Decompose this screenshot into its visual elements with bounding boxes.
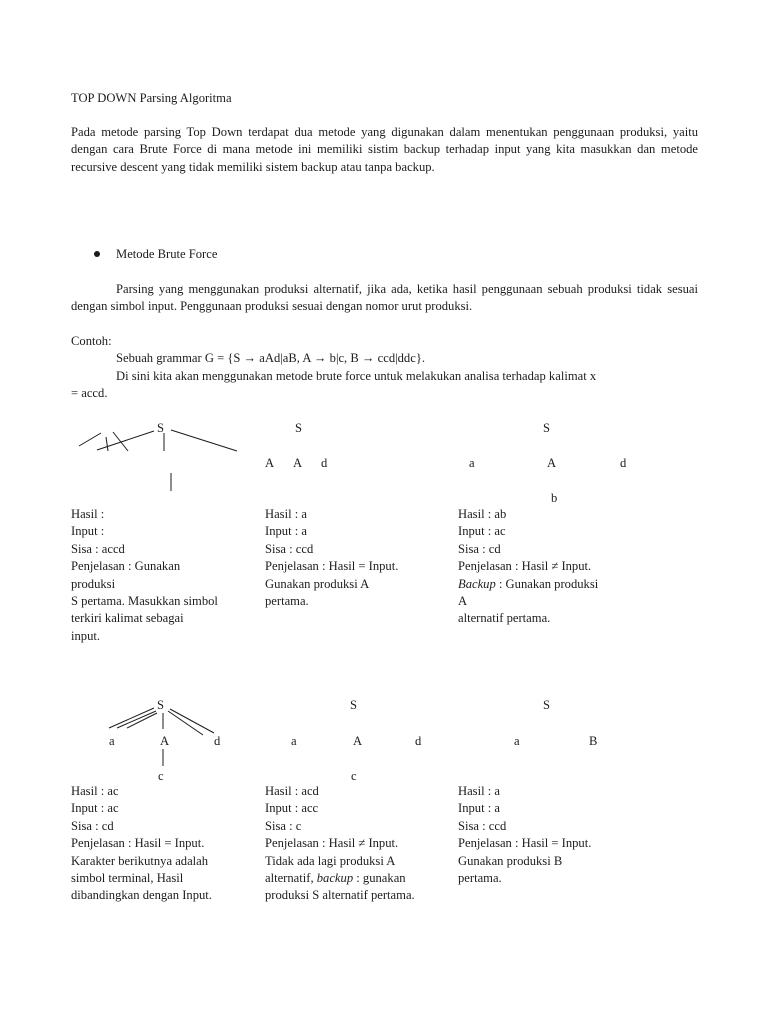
step6-explanation: pertama. (458, 871, 502, 886)
tree4-edge (127, 713, 157, 728)
step3-backup-term: Backup (458, 576, 496, 591)
tree5-subnode: c (351, 769, 357, 783)
tree2-node: d (321, 456, 328, 470)
tree2-root: S (295, 421, 303, 435)
step4-explanation: simbol terminal, Hasil (71, 871, 184, 886)
section-description: Parsing yang menggunakan produksi alternatif, jika ada, ketika hasil penggunaan sebuah produksi tidak sesuai dengan simbol input. Penggunaan produksi sesuai dengan nomor urut produksi. (71, 282, 698, 314)
tree4-node: d (214, 734, 221, 748)
tree2-node: A (265, 456, 275, 470)
step5-backup-term: backup (316, 871, 354, 886)
step1-description (71, 506, 251, 645)
step3-description (458, 506, 638, 628)
step4-sisa: Sisa : cd (71, 818, 114, 833)
step2-explanation: pertama. (265, 594, 309, 609)
step3-explanation: Penjelasan : Hasil ≠ Input. (458, 559, 592, 574)
tree6-node: a (514, 734, 520, 748)
step6-explanation: Gunakan produksi B (458, 853, 563, 868)
step2-hasil: Hasil : a (265, 507, 307, 521)
step3-explanation: A (458, 594, 468, 609)
step6-explanation: Penjelasan : Hasil = Input. (458, 836, 592, 851)
tree2-node: A (293, 456, 303, 470)
tree6-node: B (589, 734, 598, 748)
tree3-root: S (543, 421, 551, 435)
tree4-root: S (157, 698, 165, 712)
tree1-edge (171, 430, 237, 451)
step5-input: Input : acc (265, 801, 319, 816)
step2-input: Input : a (265, 524, 307, 539)
step3-explanation (458, 576, 638, 593)
tree3-node: a (469, 456, 475, 470)
section-heading: Metode Brute Force (116, 247, 218, 261)
step1-explanation: Penjelasan : Gunakan (71, 559, 181, 574)
step4-explanation: Penjelasan : Hasil = Input. (71, 836, 205, 851)
step5-explanation: Penjelasan : Hasil ≠ Input. (265, 836, 399, 851)
tree3-subnode: b (551, 491, 558, 505)
step3-explanation-text: : Gunakan produksi (495, 576, 599, 591)
tree6-root: S (543, 698, 551, 712)
step6-input: Input : a (458, 801, 500, 816)
step5-hasil: Hasil : acd (265, 784, 319, 798)
step1-explanation: produksi (71, 576, 116, 591)
step1-explanation: S pertama. Masukkan simbol (71, 594, 218, 609)
tree3-node: d (620, 456, 627, 470)
step1-hasil: Hasil : (71, 507, 105, 521)
step6-description (458, 783, 638, 887)
step6-hasil: Hasil : a (458, 784, 500, 798)
step4-explanation: dibandingkan dengan Input. (71, 888, 212, 903)
tree4-edge (117, 711, 156, 728)
step3-explanation: alternatif pertama. (458, 611, 551, 626)
step4-explanation: Karakter berikutnya adalah (71, 853, 209, 868)
step5-explanation: produksi S alternatif pertama. (265, 888, 415, 903)
tree4-node: A (160, 734, 170, 748)
step2-description (265, 506, 445, 610)
grammar-definition: Sebuah grammar G = {S → aAd|aB, A → b|c, B → ccd|ddc}. (116, 351, 426, 365)
tree4-edge (170, 709, 214, 733)
step2-explanation: Gunakan produksi A (265, 576, 370, 591)
step1-sisa: Sisa : accd (71, 541, 125, 556)
step5-explanation-text: alternatif, (265, 871, 317, 886)
step3-sisa: Sisa : cd (458, 541, 501, 556)
tree1-edge (113, 432, 128, 451)
page-title: TOP DOWN Parsing Algoritma (71, 91, 232, 105)
tree1-root: S (157, 421, 165, 435)
step5-explanation-text: : gunakan (353, 871, 406, 886)
step2-sisa: Sisa : ccd (265, 541, 314, 556)
intro-paragraph: Pada metode parsing Top Down terdapat dua metode yang digunakan dalam menentukan penggunaan produksi, yaitu dengan cara Brute Force di mana metode ini memiliki sistim backup terhadap input yang kita masukkan dan metode recursive descent yang tidak memiliki sistem backup atau tanpa backup. (71, 125, 698, 174)
example-statement-line2: = accd. (71, 386, 108, 400)
example-statement-line1: Di sini kita akan menggunakan metode brute force untuk melakukan analisa terhadap kalimat x (116, 369, 597, 383)
tree5-root: S (350, 698, 358, 712)
step3-hasil: Hasil : ab (458, 507, 507, 521)
tree5-node: A (353, 734, 363, 748)
example-label: Contoh: (71, 334, 112, 348)
step4-hasil: Hasil : ac (71, 784, 119, 798)
step2-explanation: Penjelasan : Hasil = Input. (265, 559, 399, 574)
step3-input: Input : ac (458, 524, 506, 539)
tree4-subnode: c (158, 769, 164, 783)
step5-explanation: Tidak ada lagi produksi A (265, 853, 396, 868)
tree3-node: A (547, 456, 557, 470)
step6-sisa: Sisa : ccd (458, 818, 507, 833)
tree5-node: d (415, 734, 422, 748)
step1-explanation: input. (71, 628, 101, 643)
step4-description (71, 783, 251, 905)
step5-explanation (265, 870, 445, 887)
tree1-edge (106, 437, 108, 451)
step5-sisa: Sisa : c (265, 818, 302, 833)
tree4-node: a (109, 734, 115, 748)
step5-description (265, 783, 445, 905)
tree5-node: a (291, 734, 297, 748)
step1-input: Input : (71, 524, 105, 539)
step4-input: Input : ac (71, 801, 119, 816)
step1-explanation: terkiri kalimat sebagai (71, 611, 184, 626)
tree4-edge (168, 711, 203, 735)
tree1-edge (79, 433, 101, 446)
